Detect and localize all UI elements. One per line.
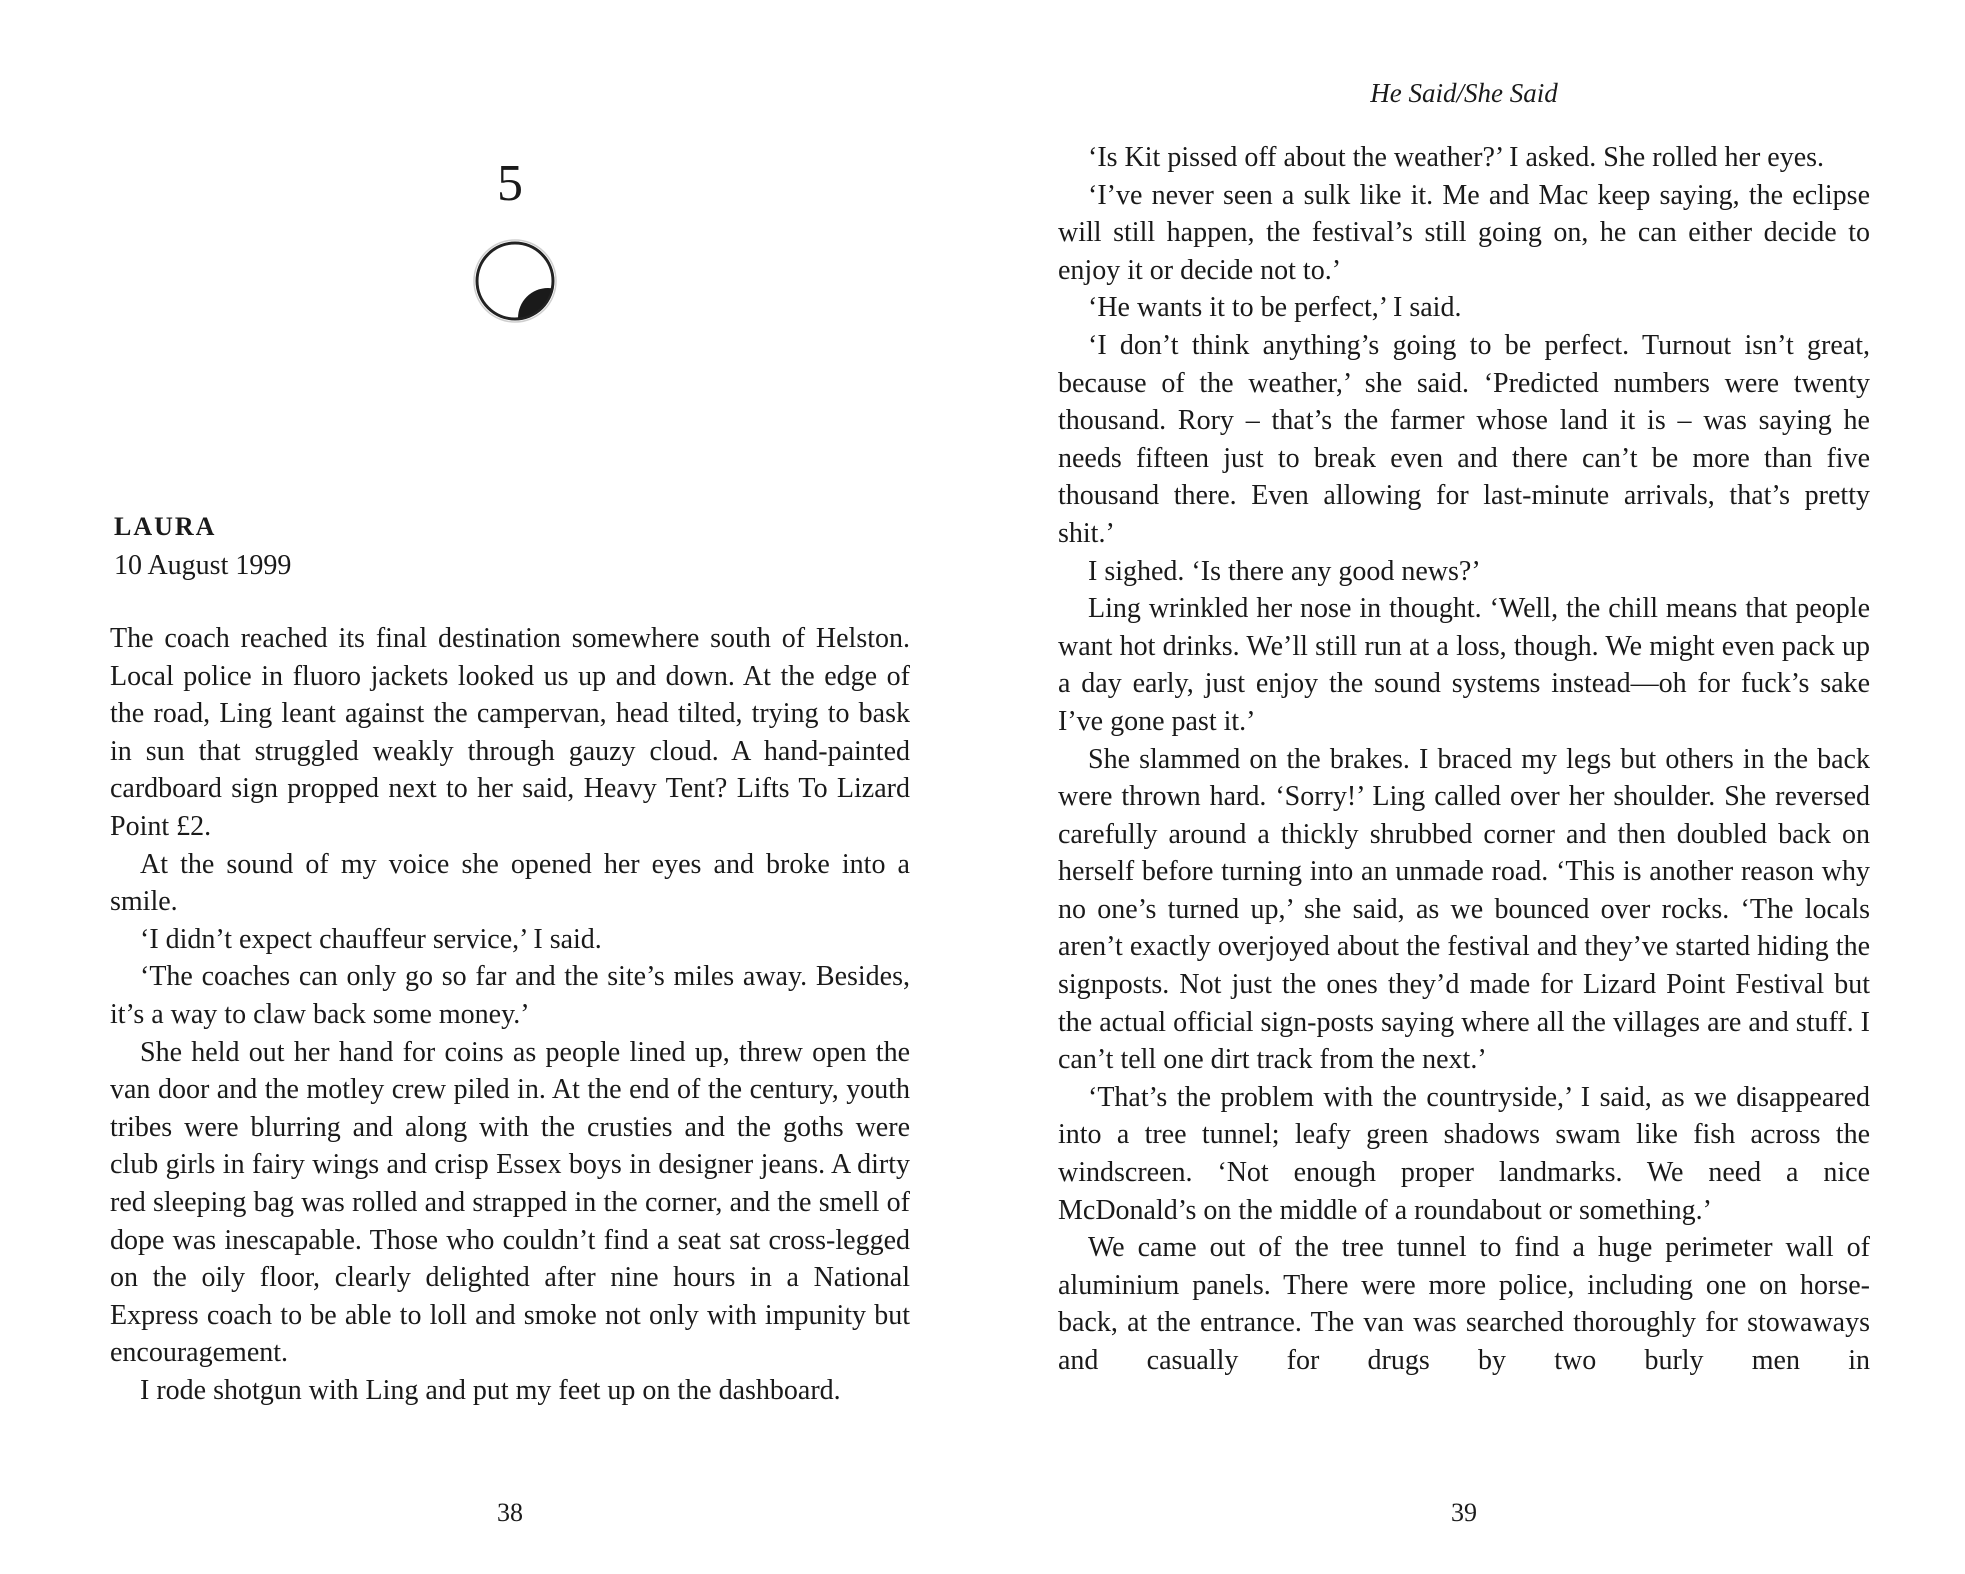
left-page (110, 0, 910, 1574)
left-body-text (110, 620, 910, 1409)
paragraph: ‘He wants it to be perfect,’ I said. (1088, 292, 1462, 324)
page-number: 39 (1451, 1498, 1477, 1527)
paragraph: Ling wrinkled her nose in thought. ‘Well, the chill means that people want hot drinks. We’ll still run at a loss, though. We might even pack up a day early, just enjoy the sound systems instead—oh for fuck’s sake I’ve gone past it.’ (1058, 593, 1870, 737)
running-head: He Said/She Said (1370, 78, 1558, 108)
paragraph: She held out her hand for coins as people lined up, threw open the van door and the motley crew piled in. At the end of the century, youth tribes were blurring and along with the crusties and the goths were club girls in fairy wings and crisp Essex boys in designer jeans. A dirty red sleeping bag was rolled and strapped in the corner, and the smell of dope was inescapable. Those who couldn’t find a seat sat cross-legged on the oily floor, clearly delighted after nine hours in a National Express coach to be able to loll and smoke not only with impunity but encouragement. (110, 1036, 910, 1369)
paragraph: ‘I’ve never seen a sulk like it. Me and Mac keep saying, the eclipse will still happen, the festival’s still going on, he can either decide to enjoy it or decide not to.’ (1058, 179, 1870, 286)
eclipse-icon (460, 226, 570, 336)
page-number: 38 (497, 1498, 523, 1527)
paragraph: I rode shotgun with Ling and put my feet up on the dashboard. (140, 1374, 841, 1406)
paragraph: She slammed on the brakes. I braced my legs but others in the back were thrown hard. ‘Sorry!’ Ling called over her shoulder. She reversed carefully around a thickly shrubbed corner and then doubled back on herself before turning into an unmade road. ‘This is another reason why no one’s turned up,’ she said, as we bounced over rocks. ‘The locals aren’t exactly overjoyed about the festival and they’ve started hiding the signposts. Not just the ones they’d made for Lizard Point Festival but the actual official sign-posts saying where all the villages are and stuff. I can’t tell one dirt track from the next.’ (1058, 743, 1870, 1076)
paragraph: We came out of the tree tunnel to find a huge perimeter wall of aluminium panels. There were more police, including one on horse-back, at the entrance. The van was searched thoroughly for stowaways and casually for drugs by two burly men in (1058, 1232, 1870, 1376)
narrator-name: LAURA (114, 512, 217, 541)
chapter-number: 5 (497, 155, 523, 212)
paragraph: At the sound of my voice she opened her eyes and broke into a smile. (110, 848, 910, 918)
paragraph: ‘The coaches can only go so far and the site’s miles away. Besides, it’s a way to claw back some money.’ (110, 961, 910, 1030)
paragraph: The coach reached its final destination somewhere south of Helston. Local police in fluoro jackets looked us up and down. At the edge of the road, Ling leant against the campervan, head tilted, trying to bask in sun that struggled weakly through gauzy cloud. A hand-painted cardboard sign propped next to her said, Heavy Tent? Lifts To Lizard Point £2. (110, 623, 910, 842)
right-page (1058, 0, 1870, 1574)
right-body-text (1058, 139, 1870, 1380)
paragraph: ‘I don’t think anything’s going to be perfect. Turnout isn’t great, because of the weather,’ she said. ‘Predicted numbers were twenty thousand. Rory – that’s the farmer whose land it is – was saying he needs fifteen just to break even and there can’t be more than five thousand there. Even allowing for last-minute arrivals, that’s pretty shit.’ (1058, 329, 1870, 549)
paragraph: ‘That’s the problem with the countryside,’ I said, as we disappeared into a tree tunnel; leafy green shadows swam like fish across the windscreen. ‘Not enough proper landmarks. We need a nice McDonald’s on the middle of a roundabout or something.’ (1058, 1081, 1870, 1226)
paragraph: ‘Is Kit pissed off about the weather?’ I asked. She rolled her eyes. (1088, 142, 1825, 173)
paragraph: ‘I didn’t expect chauffeur service,’ I said. (140, 923, 602, 955)
chapter-date: 10 August 1999 (114, 550, 292, 581)
paragraph: I sighed. ‘Is there any good news?’ (1088, 555, 1481, 587)
